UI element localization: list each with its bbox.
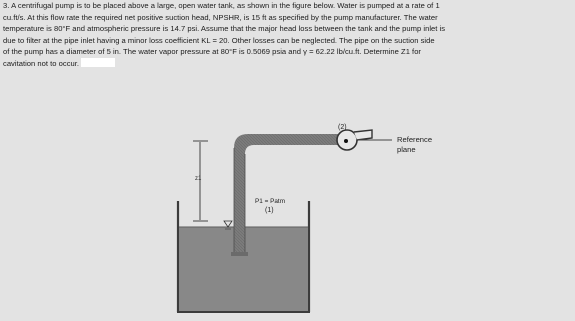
problem-line: cavitation not to occur. bbox=[3, 58, 80, 68]
problem-line: 3. A centrifugal pump is to be placed above a large, open water tank, as shown in the figure below. Water is pumped at a rate of 1 bbox=[3, 1, 440, 10]
point-2-label: (2) bbox=[338, 124, 347, 131]
pipe-inlet-filter bbox=[231, 252, 248, 256]
problem-line: of the pump has a diameter of 5 in. The water vapor pressure at 80°F is 0.5069 psia and γ = 62.22 lb/cu.ft. Determine Z1 for bbox=[3, 47, 421, 57]
problem-line: temperature is 80°F and atmospheric pressure is 14.7 psi. Assume that the major head loss between the tank and the pump inlet is bbox=[3, 24, 446, 34]
p1-label: P1 = Patm bbox=[255, 198, 286, 205]
z1-label: z1 bbox=[195, 176, 202, 182]
point-1-label: (1) bbox=[265, 207, 274, 214]
problem-line: cu.ft/s. At this flow rate the required net positive suction head, NPSHR, is 15 ft as specified by the pump manufacturer. The water bbox=[3, 12, 438, 22]
plane-label: plane bbox=[397, 145, 416, 154]
problem-line: due to filter at the pipe inlet having a minor loss coefficient KL = 20. Other losses can be neglected. The pipe on the suction side bbox=[3, 35, 435, 45]
reference-label: Reference bbox=[397, 135, 433, 144]
free-surface-icon bbox=[224, 221, 232, 227]
